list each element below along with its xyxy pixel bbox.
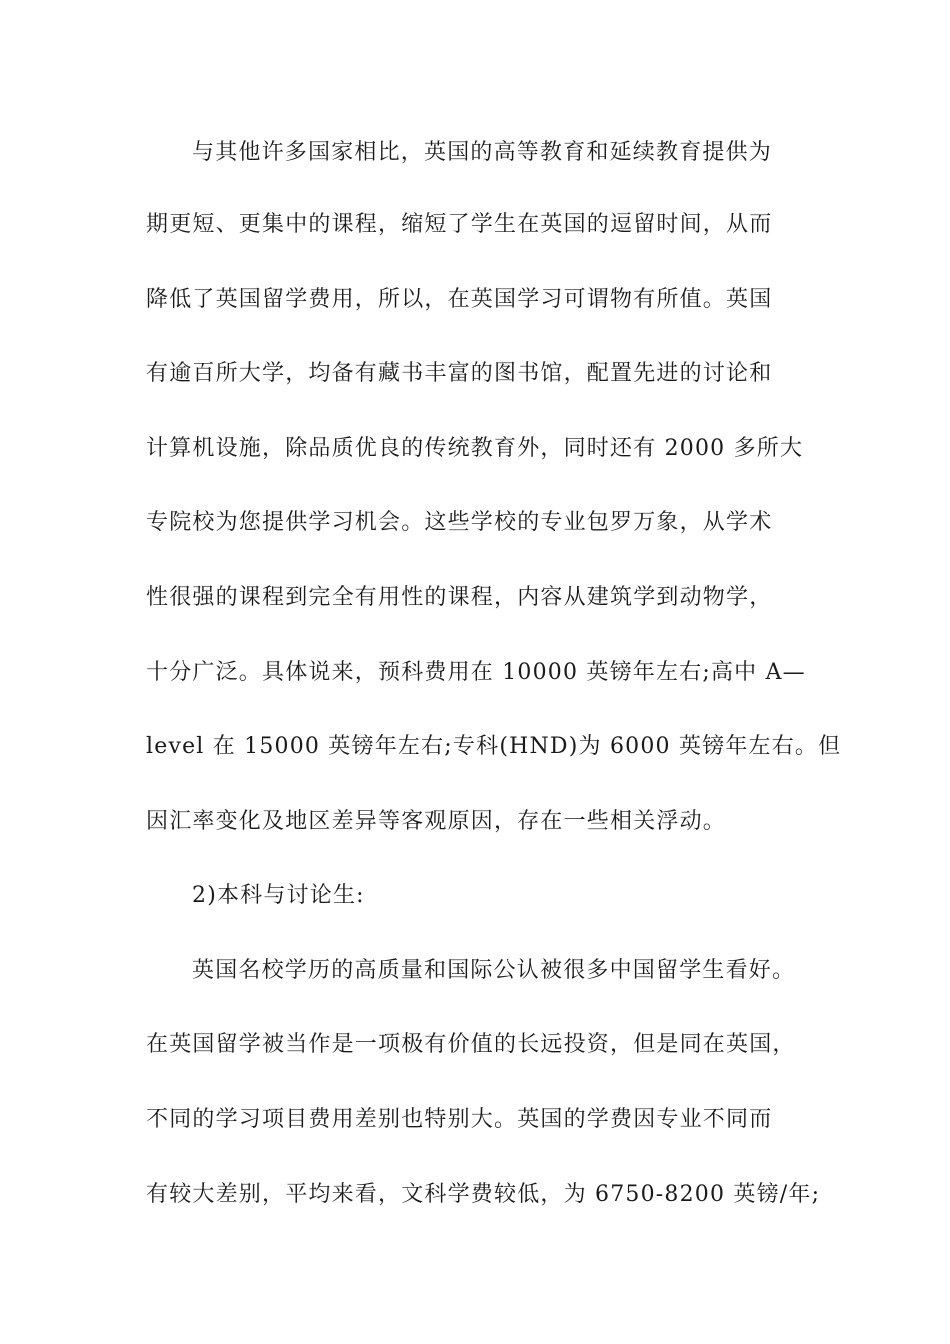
paragraph-line: 英国名校学历的高质量和国际公认被很多中国留学生看好。	[192, 958, 796, 983]
paragraph-line: 期更短、更集中的课程，缩短了学生在英国的逗留时间，从而	[146, 212, 773, 237]
paragraph-line: 不同的学习项目费用差别也特别大。英国的学费因专业不同而	[146, 1107, 773, 1132]
paragraph-line: 计算机设施，除品质优良的传统教育外，同时还有 2000 多所大	[146, 436, 804, 461]
paragraph-line: 专院校为您提供学习机会。这些学校的专业包罗万象，从学术	[146, 510, 773, 535]
paragraph-line: level 在 15000 英镑年左右;专科(HND)为 6000 英镑年左右。但	[146, 734, 842, 759]
paragraph-line: 在英国留学被当作是一项极有价值的长远投资，但是同在英国，	[146, 1032, 796, 1057]
paragraph-line: 有较大差别，平均来看，文科学费较低，为 6750-8200 英镑/年;	[146, 1182, 821, 1207]
paragraph-line: 与其他许多国家相比，英国的高等教育和延续教育提供为	[192, 140, 773, 165]
paragraph-line: 降低了英国留学费用，所以，在英国学习可谓物有所值。英国	[146, 287, 773, 312]
paragraph-line: 有逾百所大学，均备有藏书丰富的图书馆，配置先进的讨论和	[146, 361, 773, 386]
section-heading: 2)本科与讨论生:	[192, 883, 365, 908]
paragraph-line: 性很强的课程到完全有用性的课程，内容从建筑学到动物学，	[146, 585, 773, 610]
paragraph-line: 因汇率变化及地区差异等客观原因，存在一些相关浮动。	[146, 809, 727, 834]
paragraph-line: 十分广泛。具体说来，预科费用在 10000 英镑年左右;高中 A—	[146, 660, 806, 685]
